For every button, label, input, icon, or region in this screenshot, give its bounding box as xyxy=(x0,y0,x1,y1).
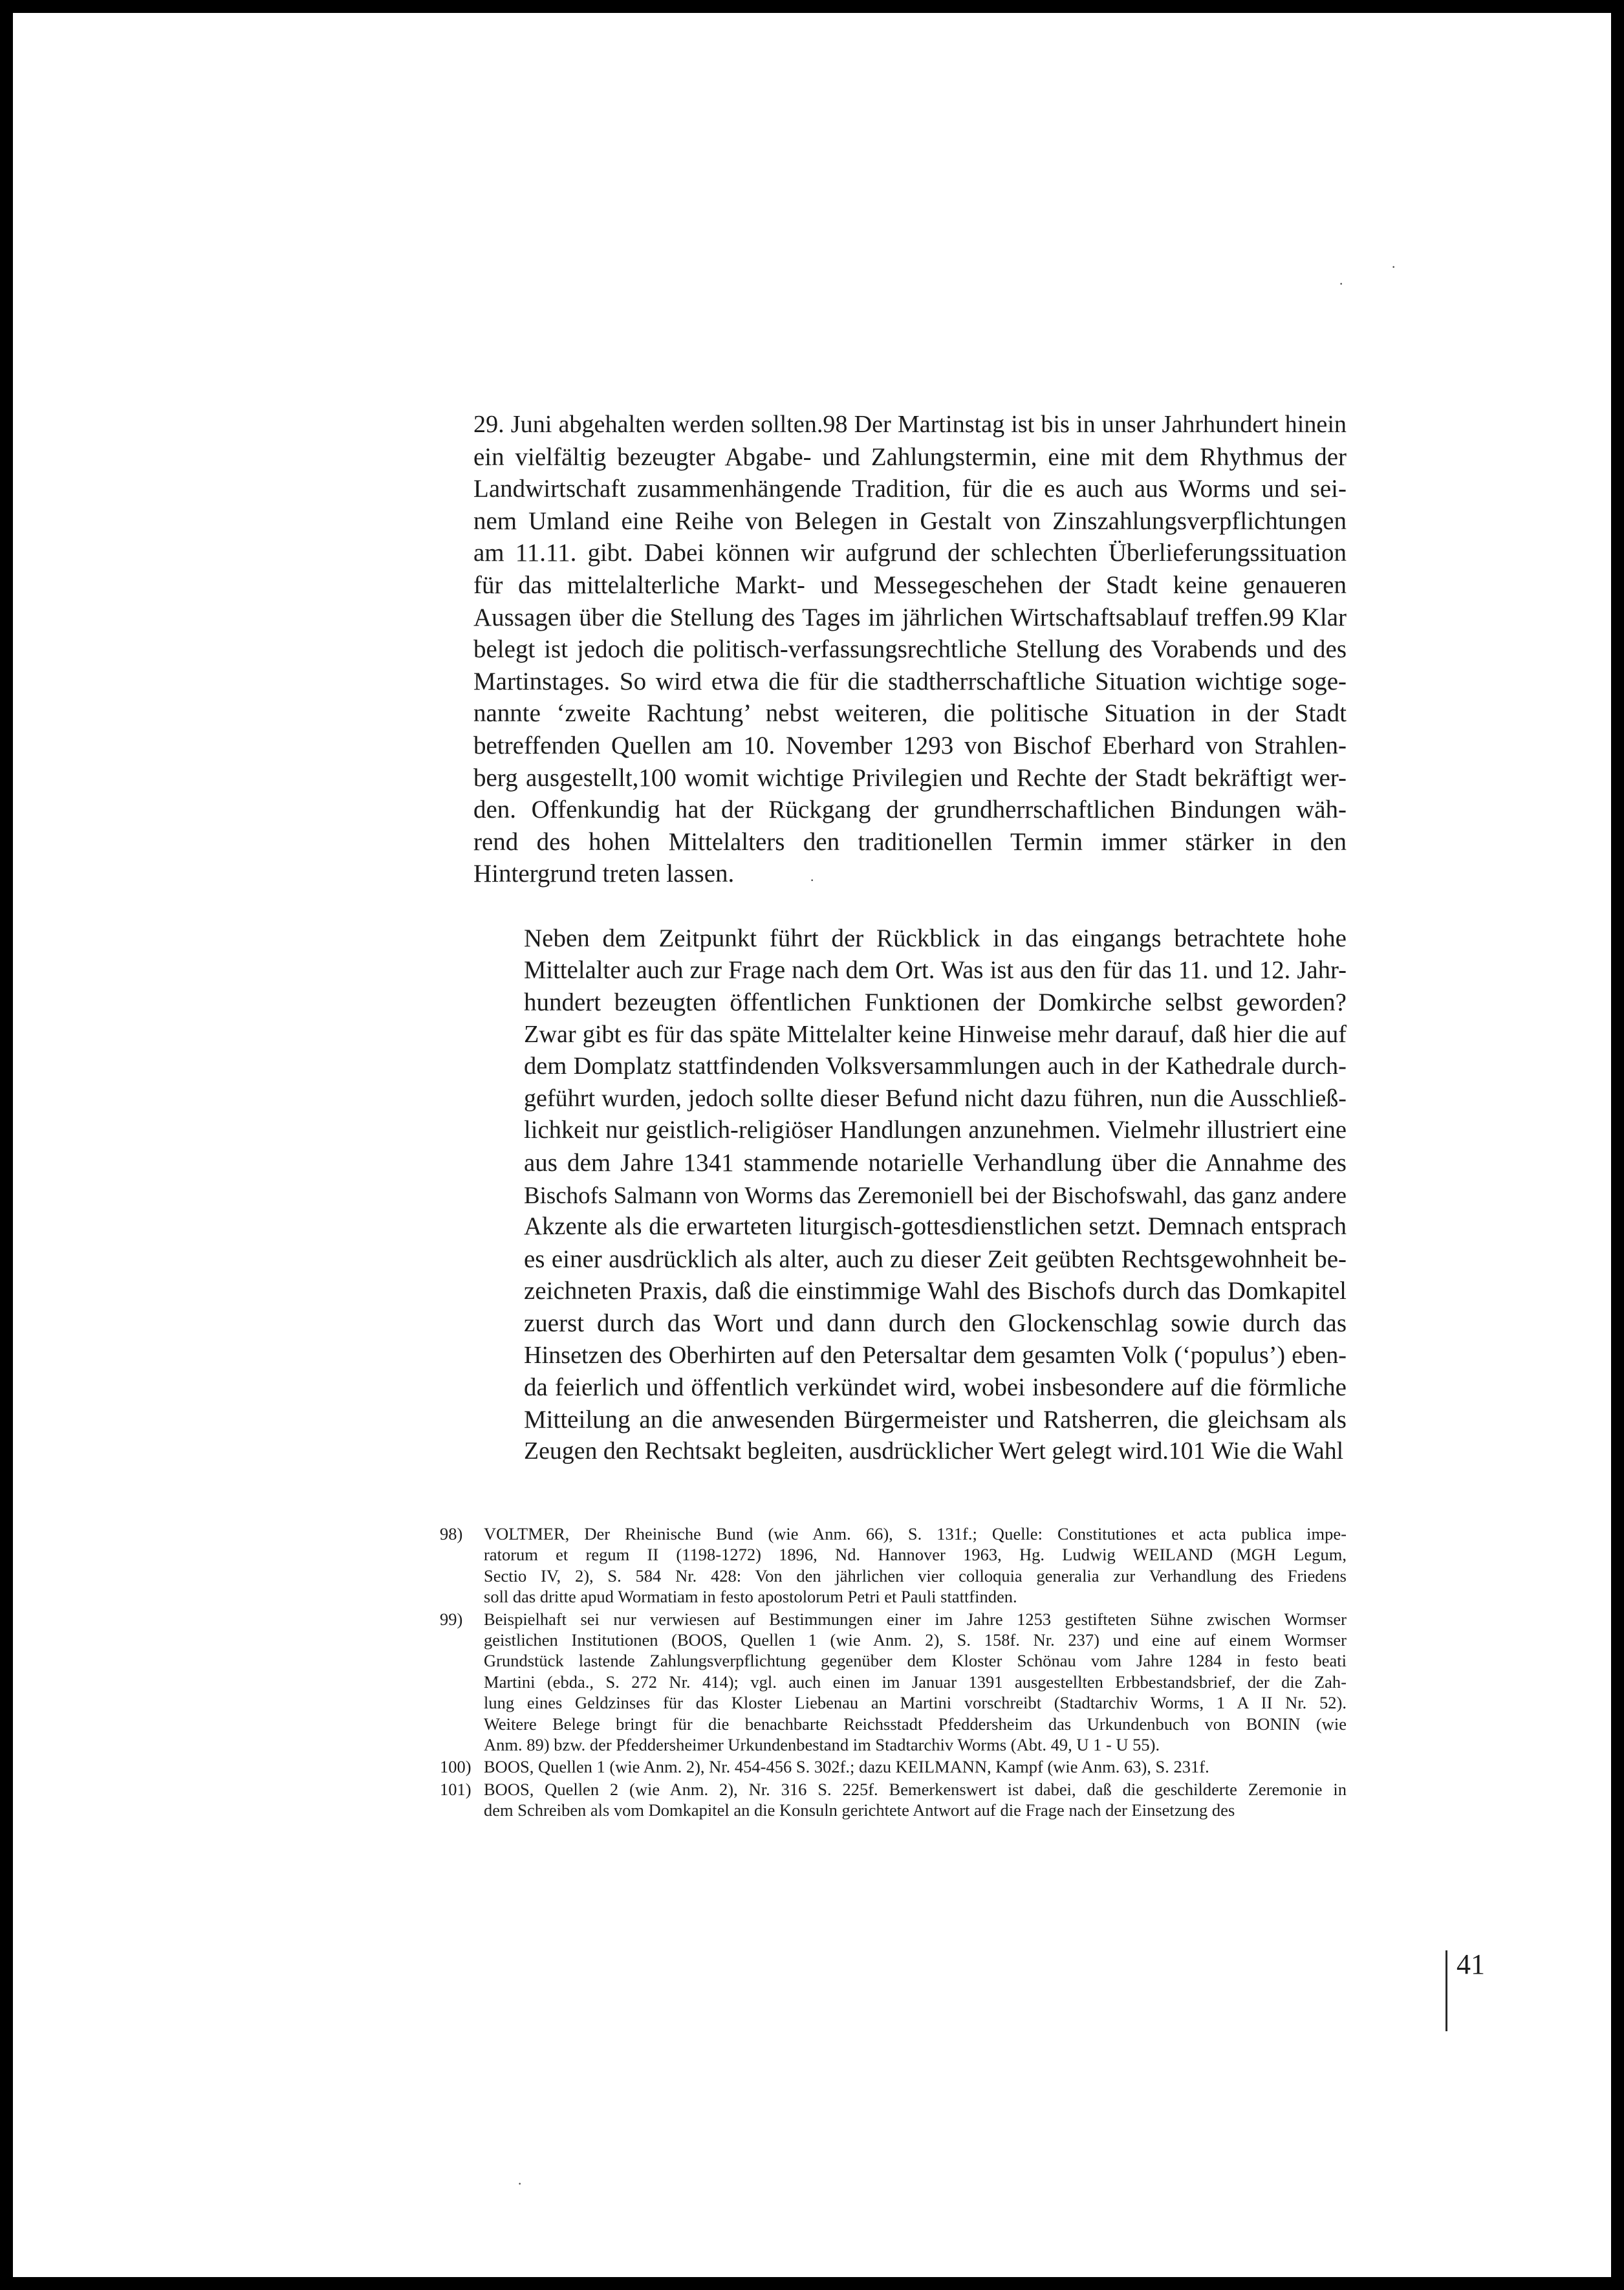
text-line: es einer ausdrücklich als alter, auch zu dieser Zeit geübten Rechtsgewohnheit be- xyxy=(524,1245,1347,1273)
text-line: zeichneten Praxis, daß die einstimmige Wahl des Bischofs durch das Domkapitel xyxy=(524,1277,1347,1305)
footnote-number: 99) xyxy=(440,1609,463,1629)
footnote-number: 100) xyxy=(440,1757,471,1777)
footnote-text xyxy=(484,1523,1347,1608)
text-line: Zeugen den Rechtsakt begleiten, ausdrücklicher Wert gelegt wird.101 Wie die Wahl xyxy=(524,1437,1344,1465)
footnotes xyxy=(440,1523,1347,1822)
text-line: Mitteilung an die anwesenden Bürgermeister und Ratsherren, die gleichsam als xyxy=(524,1405,1347,1434)
footnote-number: 98) xyxy=(440,1524,463,1543)
footnote-text xyxy=(484,1609,1347,1756)
footnote xyxy=(440,1756,1347,1777)
scan-speck: · xyxy=(1391,259,1396,275)
text-line: Hinsetzen des Oberhirten auf den Petersaltar dem gesamten Volk (‘populus’) eben- xyxy=(524,1341,1347,1369)
footnote-line: BOOS, Quellen 1 (wie Anm. 2), Nr. 454-456 S. 302f.; dazu KEILMANN, Kampf (wie Anm. 63), S. 231f. xyxy=(484,1757,1209,1777)
text-line: berg ausgestellt,100 womit wichtige Privilegien und Rechte der Stadt bekräftigt wer- xyxy=(473,763,1347,792)
text-line: aus dem Jahre 1341 stammende notarielle Verhandlung über die Annahme des xyxy=(524,1149,1347,1177)
text-line: da feierlich und öffentlich verkündet wird, wobei insbesondere auf die förmliche xyxy=(524,1373,1347,1402)
text-line: Neben dem Zeitpunkt führt der Rückblick in das eingangs betrachtete hohe xyxy=(524,924,1347,952)
text-line: Akzente als die erwarteten liturgisch-gottesdienstlichen setzt. Demnach entsprach xyxy=(524,1213,1347,1241)
text-line: Hintergrund treten lassen. xyxy=(473,860,735,888)
footnote-line: lung eines Geldzinses für das Kloster Liebenau an Martini vorschreibt (Stadtarchiv Worms, 1 A II Nr. 52). xyxy=(484,1693,1347,1713)
text-line: den. Offenkundig hat der Rückgang der grundherrschaftlichen Bindungen wäh- xyxy=(473,796,1347,824)
text-line: Mittelalter auch zur Frage nach dem Ort. Was ist aus den für das 11. und 12. Jahr- xyxy=(524,956,1347,984)
text-line: rend des hohen Mittelalters den traditionellen Termin immer stärker in den xyxy=(473,827,1347,856)
text-line: am 11.11. gibt. Dabei können wir aufgrund der schlechten Überlieferungssituation xyxy=(473,539,1347,567)
text-line: Aussagen über die Stellung des Tages im jährlichen Wirtschaftsablauf treffen.99 Klar xyxy=(473,603,1347,631)
footnote-line: Martini (ebda., S. 272 Nr. 414); vgl. auch einen im Januar 1391 ausgestellten Erbbestandsbrief, der die Zah- xyxy=(484,1672,1347,1692)
page-number: 41 xyxy=(1456,1948,1485,1980)
text-line: 29. Juni abgehalten werden sollten.98 Der Martinstag ist bis in unser Jahrhundert hinein xyxy=(473,411,1347,438)
text-line: ein vielfältig bezeugter Abgabe- und Zahlungstermin, eine mit dem Rhythmus der xyxy=(473,442,1347,471)
scan-speck: · xyxy=(1339,276,1344,292)
footnote-line: ratorum et regum II (1198-1272) 1896, Nd. Hannover 1963, Hg. Ludwig WEILAND (MGH Legum, xyxy=(484,1545,1347,1565)
scan-speck: · xyxy=(810,872,815,888)
text-line: hundert bezeugten öffentlichen Funktionen der Domkirche selbst geworden? xyxy=(524,988,1347,1017)
footnote-number: 101) xyxy=(440,1779,471,1799)
text-line: nannte ‘zweite Rachtung’ nebst weiteren, die politische Situation in der Stadt xyxy=(473,699,1347,728)
footnote-text xyxy=(484,1779,1347,1821)
scan-speck: · xyxy=(517,2176,523,2192)
footnote-line: soll das dritte apud Wormatiam in festo apostolorum Petri et Pauli stattfinden. xyxy=(484,1587,1017,1607)
text-line: Bischofs Salmann von Worms das Zeremoniell bei der Bischofswahl, das ganz andere xyxy=(524,1181,1347,1208)
text-line: zuerst durch das Wort und dann durch den Glockenschlag sowie durch das xyxy=(524,1309,1347,1338)
text-line: Martinstages. So wird etwa die für die stadtherrschaftliche Situation wichtige soge- xyxy=(473,667,1347,695)
footnote xyxy=(440,1779,1347,1821)
footnote-line: Grundstück lastende Zahlungsverpflichtung gegenüber dem Kloster Schönau vom Jahre 1284 in festo beati xyxy=(484,1651,1347,1671)
text-line: lichkeit nur geistlich-religiöser Handlungen anzunehmen. Vielmehr illustriert eine xyxy=(524,1117,1347,1144)
main-text xyxy=(473,409,1347,1468)
footnote-line: Weitere Belege bringt für die benachbarte Reichsstadt Pfeddersheim das Urkundenbuch von BONIN (wie xyxy=(484,1714,1347,1734)
text-line: geführt wurden, jedoch sollte dieser Befund nicht dazu führen, nun die Ausschließ- xyxy=(524,1084,1347,1112)
footnote-line: Anm. 89) bzw. der Pfeddersheimer Urkundenbestand im Stadtarchiv Worms (Abt. 49, U 1 - U 55). xyxy=(484,1735,1160,1755)
text-line: Landwirtschaft zusammenhängende Tradition, für die es auch aus Worms und sei- xyxy=(473,475,1347,503)
text-line: Zwar gibt es für das späte Mittelalter keine Hinweise mehr darauf, daß hier die auf xyxy=(524,1020,1347,1048)
text-line: belegt ist jedoch die politisch-verfassungsrechtliche Stellung des Vorabends und des xyxy=(473,635,1347,664)
paragraph xyxy=(473,922,1347,1468)
footnote xyxy=(440,1609,1347,1756)
text-line: dem Domplatz stattfindenden Volksversammlungen auch in der Kathedrale durch- xyxy=(524,1052,1347,1080)
footnote-line: Beispielhaft sei nur verwiesen auf Bestimmungen einer im Jahre 1253 gestifteten Sühne zwischen Wormser xyxy=(484,1609,1347,1629)
footnote-text xyxy=(484,1756,1347,1777)
text-line: nem Umland eine Reihe von Belegen in Gestalt von Zinszahlungsverpflichtungen xyxy=(473,507,1347,535)
footnote-line: VOLTMER, Der Rheinische Bund (wie Anm. 66), S. 131f.; Quelle: Constitutiones et acta publica impe- xyxy=(484,1524,1347,1543)
footnote-line: BOOS, Quellen 2 (wie Anm. 2), Nr. 316 S. 225f. Bemerkenswert ist dabei, daß die geschilderte Zeremonie in xyxy=(484,1779,1347,1799)
text-line: betreffenden Quellen am 10. November 1293 von Bischof Eberhard von Strahlen- xyxy=(473,731,1347,759)
page-number-rule xyxy=(1445,1950,1447,2031)
footnote-line: Sectio IV, 2), S. 584 Nr. 428: Von den jährlichen vier colloquia generalia zur Verhandlung des Friedens xyxy=(484,1565,1347,1586)
footnote xyxy=(440,1523,1347,1608)
paragraph xyxy=(473,409,1347,890)
text-line: für das mittelalterliche Markt- und Messegeschehen der Stadt keine genaueren xyxy=(473,571,1347,599)
footnote-line: dem Schreiben als vom Domkapitel an die Konsuln gerichtete Antwort auf die Frage nach der Einsetzung des xyxy=(484,1800,1235,1820)
footnote-line: geistlichen Institutionen (BOOS, Quellen 1 (wie Anm. 2), S. 158f. Nr. 237) und eine auf einem Wormser xyxy=(484,1630,1347,1650)
